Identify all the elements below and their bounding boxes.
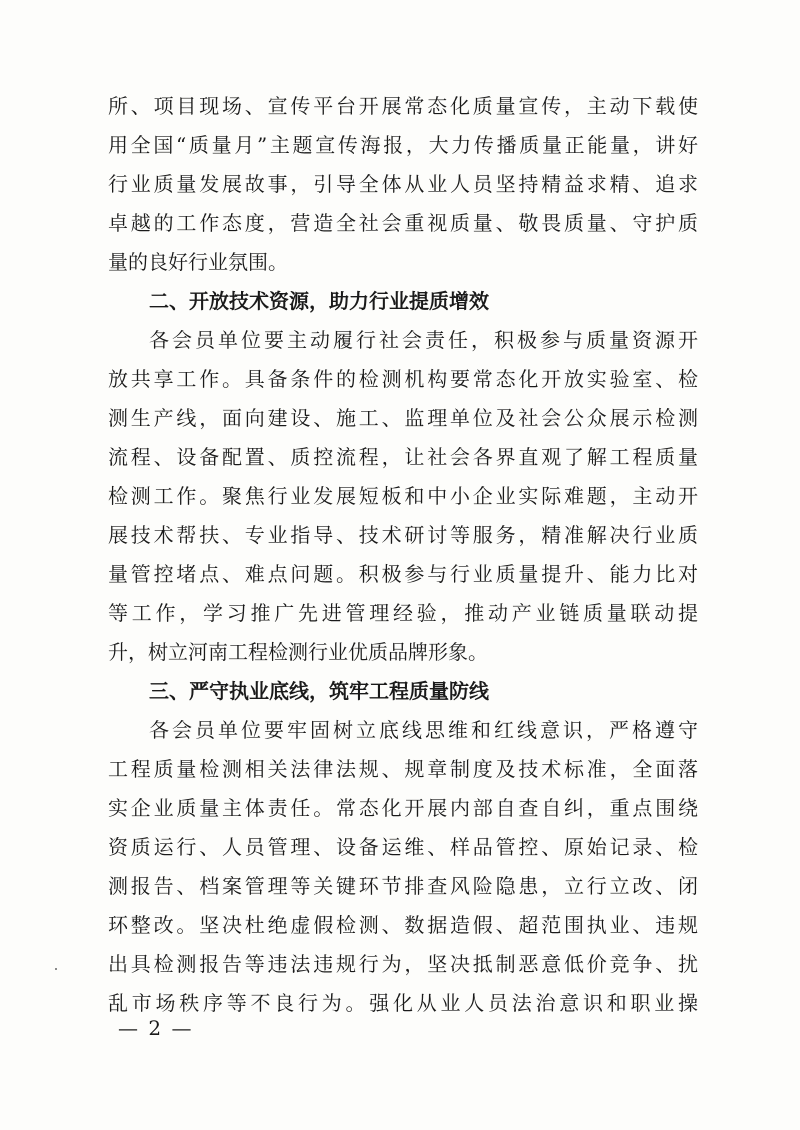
text-line: 量的良好行业氛围。 <box>108 250 288 274</box>
document-body <box>108 87 698 1023</box>
text-line: 测生产线，面向建设、施工、监理单位及社会公众展示检测 <box>108 406 698 430</box>
text-line: 所、项目现场、宣传平台开展常态化质量宣传，主动下载使 <box>108 94 698 118</box>
text-line: 卓越的工作态度，营造全社会重视质量、敬畏质量、守护质 <box>108 211 698 235</box>
text-line: 出具检测报告等违法违规行为，坚决抵制恶意低价竞争、扰 <box>108 952 698 976</box>
text-line: 量管控堵点、难点问题。积极参与行业质量提升、能力比对 <box>108 562 698 586</box>
text-line: 检测工作。聚焦行业发展短板和中小企业实际难题，主动开 <box>108 484 698 508</box>
text-line: 资质运行、人员管理、设备运维、样品管控、原始记录、检 <box>108 835 698 859</box>
text-line: 展技术帮扶、专业指导、技术研讨等服务，精准解决行业质 <box>108 523 698 547</box>
paragraph-3 <box>108 711 698 1023</box>
section-heading-3: 三、严守执业底线，筑牢工程质量防线 <box>149 679 489 703</box>
text-line: 升，树立河南工程检测行业优质品牌形象。 <box>108 640 488 664</box>
text-line: 乱市场秩序等不良行为。强化从业人员法治意识和职业操 <box>108 991 698 1015</box>
paragraph-1 <box>108 87 698 282</box>
scan-speck <box>55 968 57 970</box>
text-line: 等工作，学习推广先进管理经验，推动产业链质量联动提 <box>108 601 698 625</box>
text-line: 环整改。坚决杜绝虚假检测、数据造假、超范围执业、违规 <box>108 913 698 937</box>
text-line: 流程、设备配置、质控流程，让社会各界直观了解工程质量 <box>108 445 698 469</box>
section-heading-2: 二、开放技术资源，助力行业提质增效 <box>149 289 489 313</box>
text-line: 实企业质量主体责任。常态化开展内部自查自纠，重点围绕 <box>108 796 698 820</box>
text-line: 工程质量检测相关法律法规、规章制度及技术标准，全面落 <box>108 757 698 781</box>
text-line: 用全国“质量月”主题宣传海报，大力传播质量正能量，讲好 <box>108 133 698 157</box>
text-line: 各会员单位要牢固树立底线思维和红线意识，严格遵守 <box>149 718 698 742</box>
text-line: 测报告、档案管理等关键环节排查风险隐患，立行立改、闭 <box>108 874 698 898</box>
text-line: 放共享工作。具备条件的检测机构要常态化开放实验室、检 <box>108 367 698 391</box>
page-number: — 2 — <box>118 1016 194 1040</box>
text-line: 行业质量发展故事，引导全体从业人员坚持精益求精、追求 <box>108 172 698 196</box>
paragraph-2 <box>108 321 698 672</box>
text-line: 各会员单位要主动履行社会责任，积极参与质量资源开 <box>149 328 698 352</box>
